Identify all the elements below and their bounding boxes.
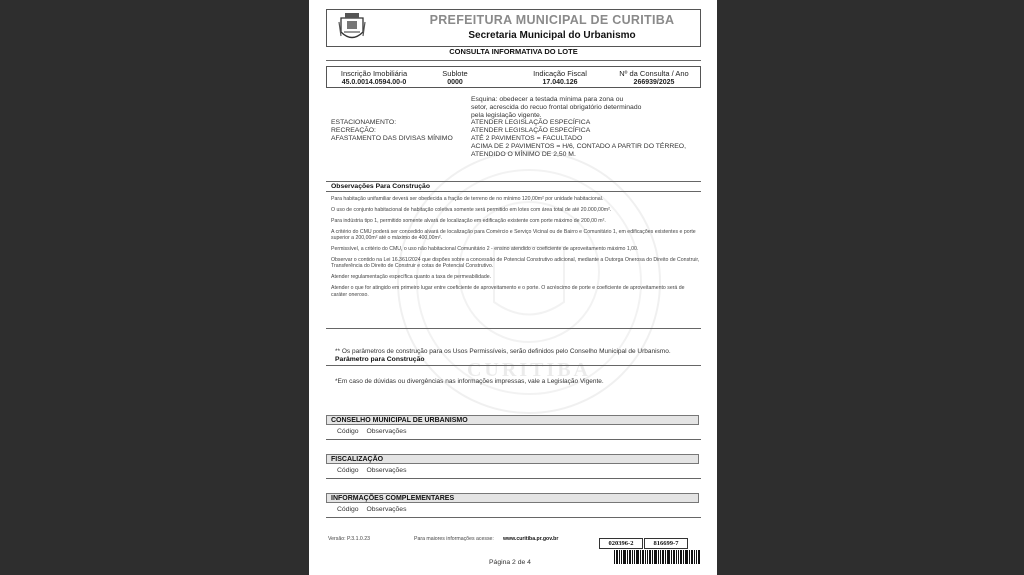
sublote-value: 0000 xyxy=(447,79,463,86)
consulta-label: Nº da Consulta / Ano xyxy=(619,69,689,78)
version-text: Versão: P.3.1.0.23 xyxy=(328,536,371,542)
indicacao-value: 17.040.126 xyxy=(542,79,578,86)
list-item: O uso de conjunto habitacional de habitação coletiva somente será permitido em lotes com área total de até 20.000,00m². xyxy=(331,206,612,213)
observacoes-column-header: Observações xyxy=(366,467,407,474)
afastamento-label: AFASTAMENTO DAS DIVISAS MÍNIMO xyxy=(331,135,453,142)
divider xyxy=(326,478,701,479)
lot-info-table xyxy=(326,66,701,88)
codigo-column-header: Código xyxy=(337,428,359,435)
divider xyxy=(326,365,701,366)
sublote-label: Sublote xyxy=(442,69,468,78)
watermark-text: CURITIBA xyxy=(466,359,592,381)
divider xyxy=(326,191,701,192)
parametro-title: Parâmetro para Construção xyxy=(335,356,425,363)
recreacao-value: ATENDER LEGISLAÇÃO ESPECÍFICA xyxy=(471,127,591,134)
divider xyxy=(326,60,701,61)
complementares-section-header: INFORMAÇÕES COMPLEMENTARES xyxy=(326,493,699,503)
complementares-columns xyxy=(337,506,412,513)
estacionamento-value: ATENDER LEGISLAÇÃO ESPECÍFICA xyxy=(471,119,591,126)
header-subtitle: Secretaria Municipal do Urbanismo xyxy=(468,30,636,41)
page-number: Página 2 de 4 xyxy=(489,559,531,566)
website-link[interactable]: www.curitiba.pr.gov.br xyxy=(503,536,559,542)
list-item: Permissível, a critério do CMU, o uso não habitacional Comunitário 2 - ensino atendido o coeficiente de aproveitamento máximo 1,00. xyxy=(331,246,639,253)
barcode-code-2: 816699-7 xyxy=(644,538,688,549)
codigo-column-header: Código xyxy=(337,467,359,474)
indicacao-label: Indicação Fiscal xyxy=(533,69,587,78)
document-title: CONSULTA INFORMATIVA DO LOTE xyxy=(449,47,578,56)
codigo-column-header: Código xyxy=(337,506,359,513)
observacoes-list xyxy=(331,196,701,302)
inscricao-value: 45.0.0014.0594.00-0 xyxy=(341,79,407,86)
indicacao-cell xyxy=(520,69,600,87)
list-item: Observar o contido na Lei 16.361/2024 que dispões sobre a concessão de Potencial Construtivo adicional, mediante a Outorga Onerosa do Direito de Construir, Transferência do Direito de Construir e cotas de Potencial Construtivo. xyxy=(331,256,700,270)
fiscalizacao-columns xyxy=(337,467,412,474)
barcode-code-1: 020396-2 xyxy=(599,538,643,549)
list-item: A critério do CMU poderá ser concedido alvará de localização para Comércio e Serviço Vicinal ou de Bairro e Comunitário 1, em edificações existentes e porte superior a 200,00m² até o máximo de 400,00m². xyxy=(331,228,696,242)
observacoes-column-header: Observações xyxy=(366,428,407,435)
sublote-cell xyxy=(431,69,479,87)
duvidas-note: *Em caso de dúvidas ou divergências nas informações impressas, vale a Legislação Vigente. xyxy=(335,378,604,385)
divider xyxy=(326,181,701,182)
recreacao-label: RECREAÇÃO: xyxy=(331,127,376,134)
list-item: Para habitação unifamiliar deverá ser obedecida a fração de terreno de no mínimo 120,00m² por unidade habitacional. xyxy=(331,196,604,202)
consulta-value: 266939/2025 xyxy=(633,79,675,86)
consulta-cell xyxy=(609,69,699,87)
fiscalizacao-section-header: FISCALIZAÇÃO xyxy=(326,454,699,464)
list-item: Para indústria tipo 1, permitido somente alvará de localização em edificação existente com porte máximo de 200,00 m². xyxy=(331,217,606,224)
list-item: Atender o que for atingido em primeiro lugar entre coeficiente de aproveitamento e o porte. O acréscimo de porte e coeficiente de aproveitamento será de caráter oneroso. xyxy=(331,285,685,298)
barcode-icon xyxy=(614,550,700,564)
conselho-columns xyxy=(337,428,412,435)
document-page xyxy=(309,0,717,575)
divider xyxy=(326,439,701,440)
inscricao-cell xyxy=(329,69,419,87)
esquina-text: Esquina: obedecer a testada mínima para zona ou setor, acrescida do recuo frontal obrigatório determinado pela legislação vigente. xyxy=(471,96,642,119)
observacoes-column-header: Observações xyxy=(366,506,407,513)
observacoes-title: Observações Para Construção xyxy=(331,183,430,190)
more-info-text: Para maiores informações acesse: xyxy=(414,536,494,542)
afastamento-value: ATÉ 2 PAVIMENTOS = FACULTADO ACIMA DE 2 PAVIMENTOS = H/6, CONTADO A PARTIR DO TÉRREO, ATENDIDO O MÍNIMO DE 2,50 M. xyxy=(471,135,686,158)
inscricao-label: Inscrição Imobiliária xyxy=(340,69,408,78)
conselho-section-header: CONSELHO MUNICIPAL DE URBANISMO xyxy=(326,415,699,425)
divider xyxy=(326,328,701,329)
parametros-note: ** Os parâmetros de construção para os Usos Permissíveis, serão definidos pelo Conselho Municipal de Urbanismo. xyxy=(335,348,671,355)
estacionamento-label: ESTACIONAMENTO: xyxy=(331,119,397,126)
curitiba-coat-of-arms-icon xyxy=(337,12,367,44)
header xyxy=(326,9,701,47)
list-item: Atender regulamentação específica quanto a taxa de permeabilidade. xyxy=(331,274,492,281)
header-title: PREFEITURA MUNICIPAL DE CURITIBA xyxy=(429,13,675,27)
divider xyxy=(326,517,701,518)
